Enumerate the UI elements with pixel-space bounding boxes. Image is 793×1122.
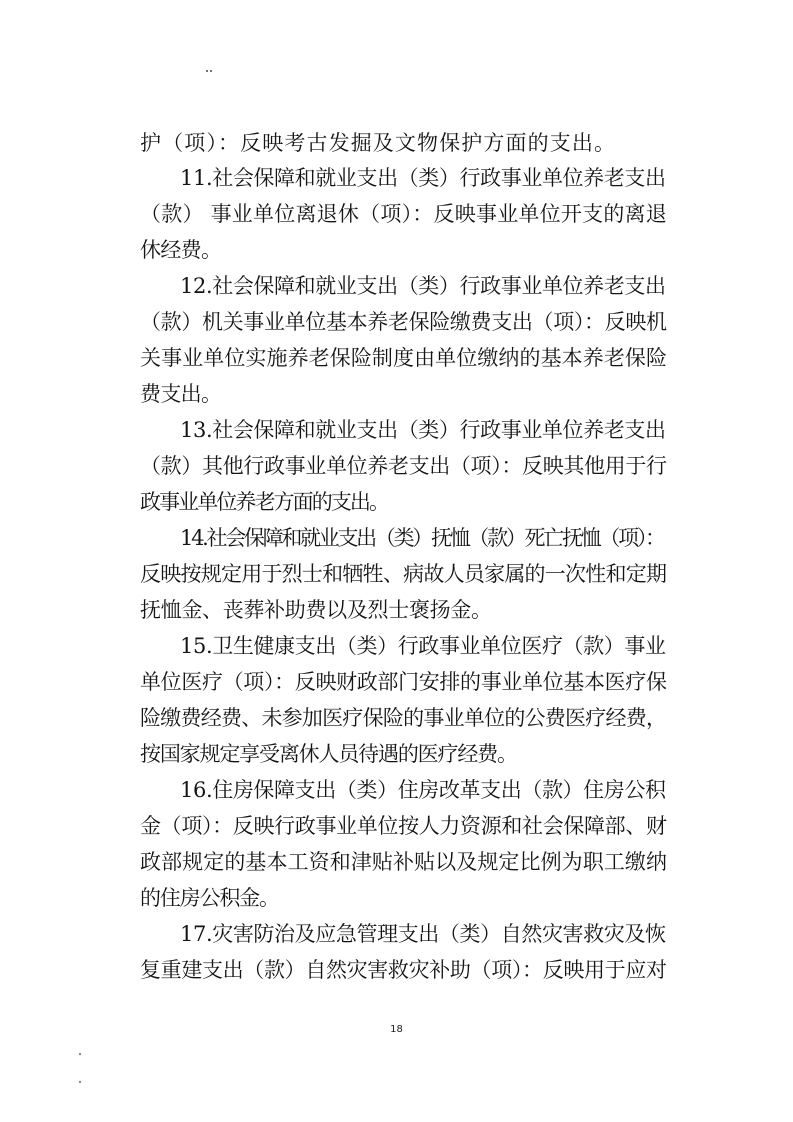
text-line: 政部规定的基本工资和津贴补贴以及规定比例为职工缴纳 xyxy=(140,850,668,874)
text-line: （款）其他行政事业单位养老支出（项）：反映其他用于行 xyxy=(140,454,667,478)
page-number: 18 xyxy=(390,1024,403,1035)
text-line: 关事业单位实施养老保险制度由单位缴纳的基本养老保险 xyxy=(140,346,668,370)
text-line: 险缴费经费、未参加医疗保险的事业单位的公费医疗经费， xyxy=(140,706,667,730)
text-line: 复重建支出（款）自然灾害救灾补助（项）：反映用于应对 xyxy=(140,958,667,982)
text-line: 护（项）：反映考古发掘及文物保护方面的支出。 xyxy=(140,131,617,155)
text-line: 11.社会保障和就业支出（类）行政事业单位养老支出 xyxy=(180,166,666,190)
text-line: （款）机关事业单位基本养老保险缴费支出（项）：反映机 xyxy=(140,310,667,334)
text-line: 的住房公积金。 xyxy=(140,886,279,910)
text-line: 反映按规定用于烈士和牺牲、病故人员家属的一次性和定期 xyxy=(140,562,667,586)
text-line: 12.社会保障和就业支出（类）行政事业单位养老支出 xyxy=(180,274,666,298)
text-line: 按国家规定享受离休人员待遇的医疗经费。 xyxy=(140,742,517,766)
text-line: 14.社会保障和就业支出（类）抚恤（款）死亡抚恤（项）： xyxy=(180,526,664,550)
scan-mark xyxy=(79,1053,81,1055)
scan-mark xyxy=(79,1081,81,1083)
text-line: 单位医疗（项）：反映财政部门安排的事业单位基本医疗保 xyxy=(140,670,667,694)
text-line: 13.社会保障和就业支出（类）行政事业单位养老支出 xyxy=(180,418,666,442)
text-line: 16.住房保障支出（类）住房改革支出（款）住房公积 xyxy=(180,778,666,802)
text-line: 政事业单位养老方面的支出。 xyxy=(140,490,389,514)
text-line: 抚恤金、丧葬补助费以及烈士褒扬金。 xyxy=(140,598,492,622)
text-line: 金（项）：反映行政事业单位按人力资源和社会保障部、财 xyxy=(140,814,667,838)
text-line: 15.卫生健康支出（类）行政事业单位医疗（款）事业 xyxy=(180,634,666,658)
text-line: 费支出。 xyxy=(140,382,222,406)
text-line: （款） 事业单位离退休（项）：反映事业单位开支的离退 xyxy=(140,202,667,226)
text-line: 17.灾害防治及应急管理支出（类）自然灾害救灾及恢 xyxy=(180,922,666,946)
text-line: 休经费。 xyxy=(140,238,222,262)
scan-dots xyxy=(206,70,216,74)
